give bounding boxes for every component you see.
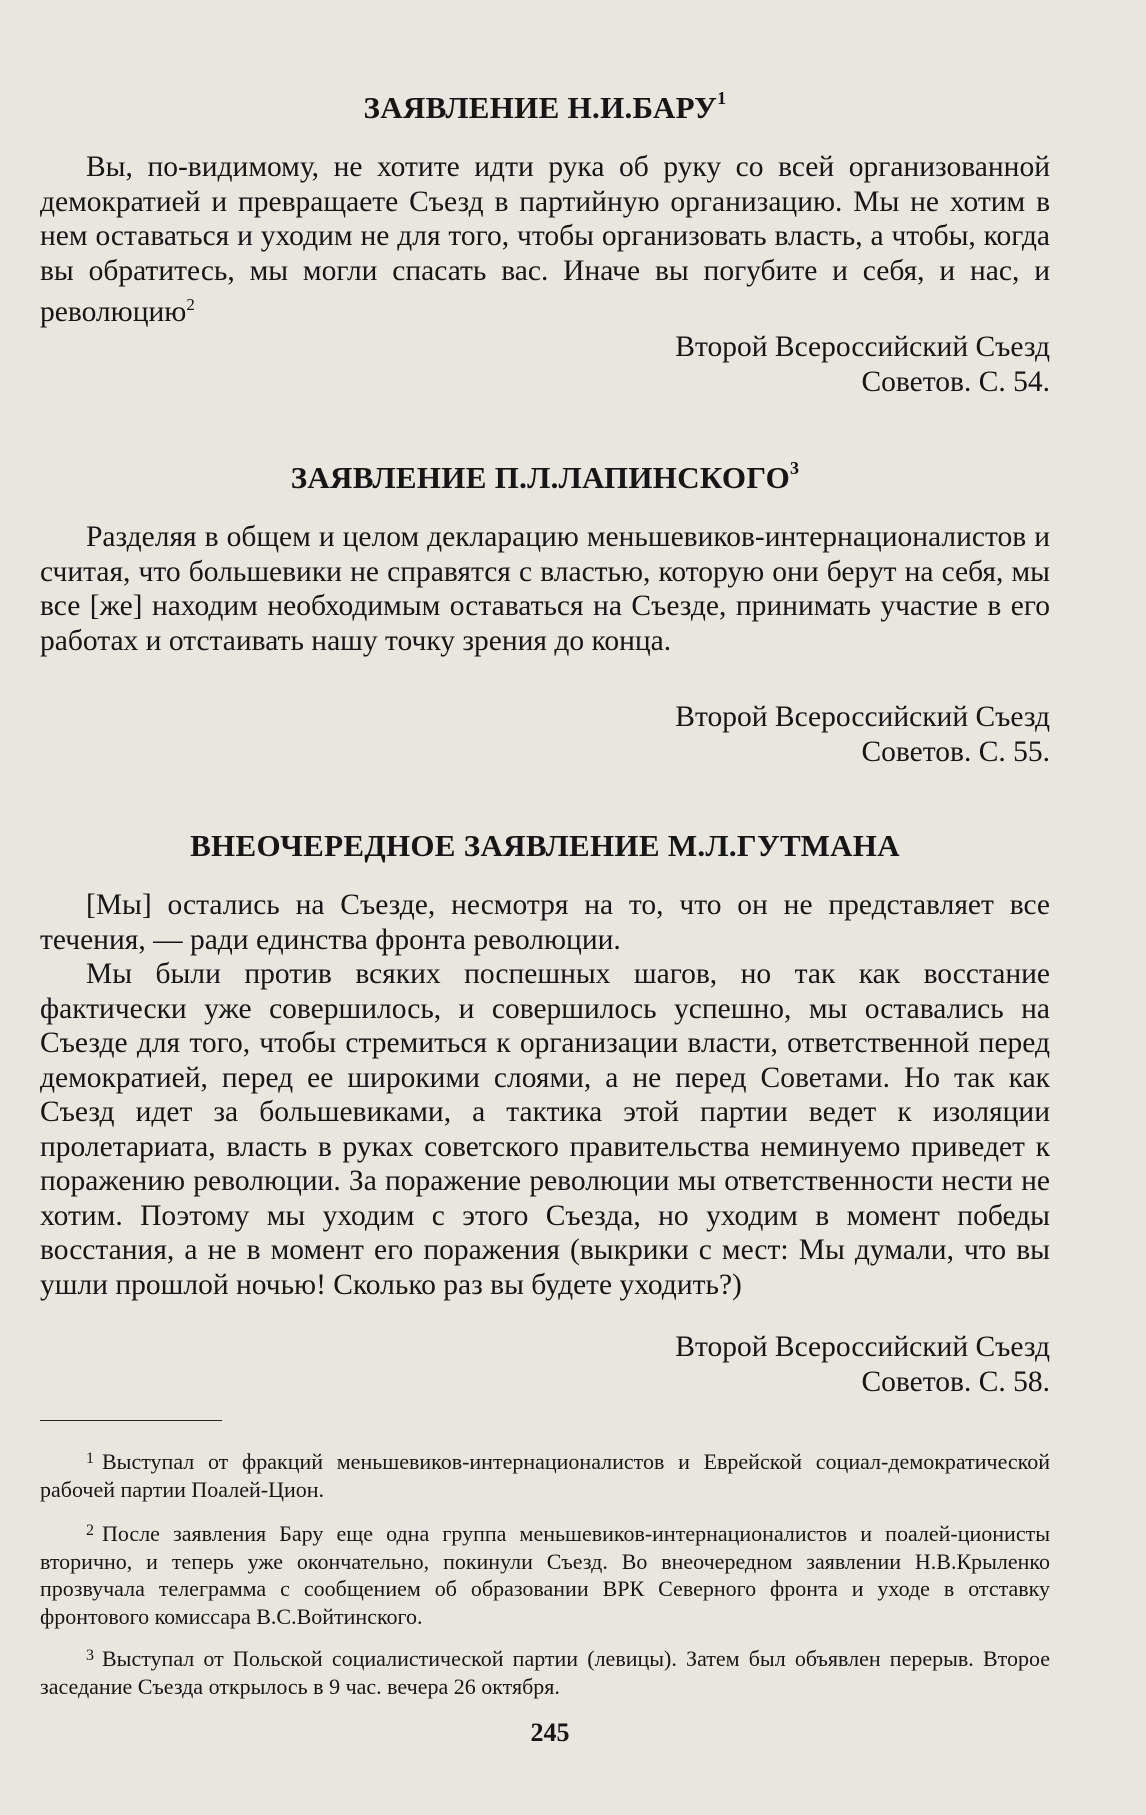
section1-footnote-ref: 1 bbox=[717, 88, 727, 108]
section3-title bbox=[40, 828, 1050, 864]
section2-title bbox=[40, 460, 1050, 496]
section3-paragraph1: [Мы] остались на Съезде, несмотря на то, что он не представляет все течения, — ради единства фронта революции. bbox=[40, 889, 1050, 956]
section1-source bbox=[40, 330, 1056, 399]
section1-source-line2: Советов. С. 54. bbox=[861, 365, 1050, 398]
footnote-3 bbox=[40, 1645, 1050, 1700]
section2-paragraph: Разделяя в общем и целом декларацию меньшевиков-интернационалистов и считая, что большевики не справятся с властью, которую они берут на себя, мы все [же] находим необходимым оставаться на Съезде, принимать участие в его работах и отстаивать нашу точку зрения до конца. bbox=[40, 521, 1050, 657]
section1-title-text: ЗАЯВЛЕНИЕ Н.И.БАРУ bbox=[363, 90, 718, 125]
footnote-1-text: Выступал от фракций меньшевиков-интернационалистов и Еврейской социал-демократической рабочей партии Поалей-Цион. bbox=[40, 1449, 1050, 1502]
section3-title-text: ВНЕОЧЕРЕДНОЕ ЗАЯВЛЕНИЕ М.Л.ГУТМАНА bbox=[190, 828, 900, 863]
footnote-2-number: 2 bbox=[86, 1522, 94, 1539]
footnote-1 bbox=[40, 1448, 1050, 1503]
section2-body bbox=[40, 520, 1050, 658]
section3-source bbox=[40, 1330, 1056, 1399]
footnote-1-number: 1 bbox=[86, 1450, 94, 1467]
section2-footnote-ref: 3 bbox=[789, 458, 800, 478]
section2-source bbox=[40, 700, 1056, 769]
footnote-2-text: После заявления Бару еще одна группа меньшевиков-интернационалистов и поалей-ционисты вторично, и теперь уже окончательно, покинули Съезд. Во внеочередном заявлении Н.В.Крыленко прозвучала телеграмма с сообщением об образовании ВРК Северного фронта и уходе в отставку фронтового комиссара В.С.Войтинского. bbox=[40, 1521, 1050, 1629]
footnote-3-text: Выступал от Польской социалистической партии (левицы). Затем был объявлен перерыв. Второе заседание Съезда открылось в 9 час. вечера 26 октября. bbox=[40, 1646, 1050, 1699]
section3-body bbox=[40, 888, 1050, 1302]
section3-source-line1: Второй Всероссийский Съезд bbox=[675, 1331, 1050, 1363]
footnote-3-number: 3 bbox=[86, 1647, 94, 1664]
section2-title-text: ЗАЯВЛЕНИЕ П.Л.ЛАПИНСКОГО bbox=[290, 460, 790, 495]
section1-source-line1: Второй Всероссийский Съезд bbox=[675, 331, 1050, 363]
page-number: 245 bbox=[530, 1718, 570, 1747]
footnote-2 bbox=[40, 1520, 1050, 1630]
section2-source-line2: Советов. С. 55. bbox=[861, 735, 1050, 768]
section1-text: Вы, по-видимому, не хотите идти рука об руку со всей организованной демократией и превращаете Съезд в партийную организацию. Мы не хотим в нем оставаться и уходим не для того, чтобы организовать власть, а чтобы, когда вы обратитесь, мы могли спасать вас. Иначе вы погубите и себя, и нас, и революцию bbox=[40, 151, 1050, 328]
section1-text-footnote-ref: 2 bbox=[186, 295, 195, 314]
section1-paragraph bbox=[40, 150, 1050, 329]
section3-paragraph2: Мы были против всяких поспешных шагов, но так как восстание фактически уже совершилось, и совершилось успешно, мы оставались на Съезде для того, чтобы стремиться к организации власти, ответственной перед демократией, перед ее широкими слоями, а не перед Советами. Но так как Съезд идет за большевиками, а тактика этой партии ведет к изоляции пролетариата, власть в руках советского правительства неминуемо приведет к поражению революции. За поражение революции мы ответственности нести не хотим. Поэтому мы уходим с этого Съезда, но уходим в момент победы восстания, а не в момент его поражения (выкрики с мест: Мы думали, что вы ушли прошлой ночью! Сколько раз вы будете уходить?) bbox=[40, 958, 1050, 1301]
footnote-divider bbox=[40, 1420, 222, 1421]
section1-body bbox=[40, 150, 1050, 329]
section1-title bbox=[40, 90, 1050, 126]
section2-source-line1: Второй Всероссийский Съезд bbox=[675, 701, 1050, 733]
section3-source-line2: Советов. С. 58. bbox=[861, 1365, 1050, 1398]
